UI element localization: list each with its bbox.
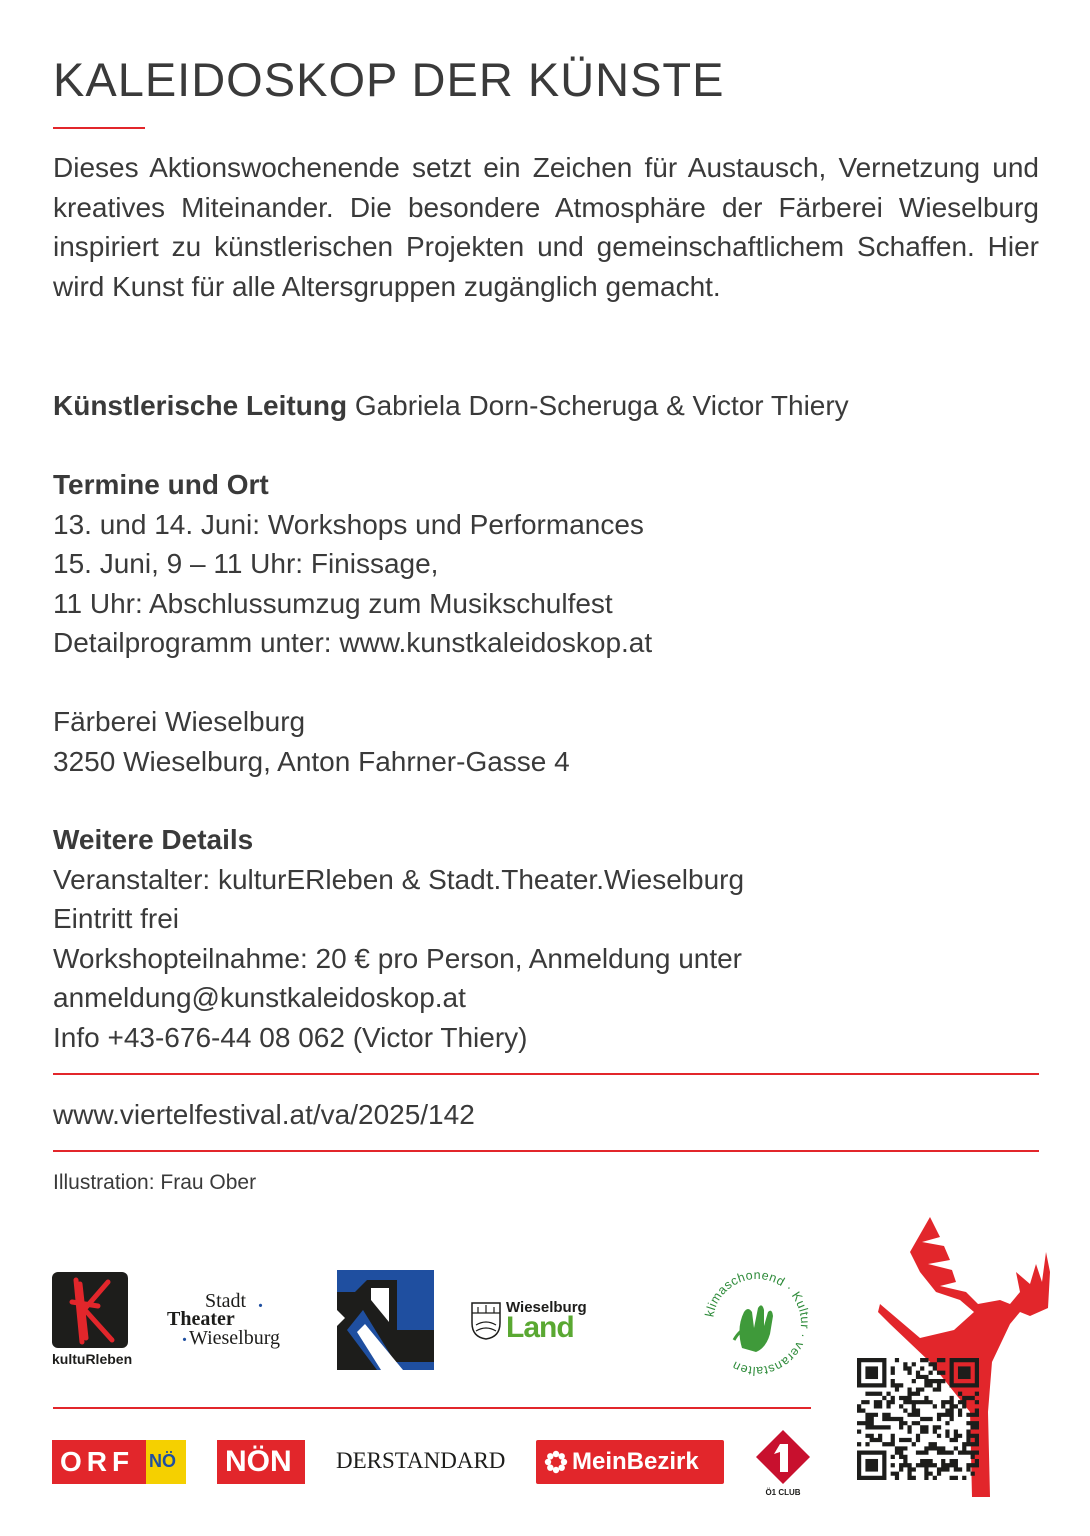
oe1-diamond-icon [754,1428,812,1486]
ort-line: 3250 Wieselburg, Anton Fahrner-Gasse 4 [53,745,570,777]
wieselburg-land-line2: Land [506,1311,574,1344]
klima-label: klimaschonend · Kultur · veranstalten [702,1268,812,1378]
orf-noe-logo [52,1440,186,1484]
bridge-icon [337,1270,434,1370]
termine-heading: Termine und Ort [53,469,269,500]
kulturleben-logo [52,1272,133,1372]
stadttheater-line2: Theater [167,1308,235,1330]
bridge-logo [337,1270,434,1370]
qr-code[interactable] [857,1358,979,1480]
stadttheater-line3: Wieselburg [189,1327,281,1349]
noen-label: NÖN [225,1445,292,1478]
leitung-label: Künstlerische Leitung [53,390,348,421]
klimaschonend-logo [702,1268,812,1378]
termine-section [53,465,1043,663]
details-line: Eintritt frei [53,903,180,934]
leitung-value: Gabriela Dorn-Scheruga & Victor Thiery [354,390,849,421]
k-mark-icon [52,1272,128,1348]
details-section [53,820,1043,1057]
ort-line: Färberei Wieselburg [53,706,306,737]
kulturleben-label: kultuRleben [52,1351,133,1367]
details-line: anmeldung@kunstkaleidoskop.at [53,982,466,1013]
oe1-club-logo [754,1428,812,1498]
wieselburg-land-line1: Wieselburg [506,1299,587,1316]
divider [53,1073,1039,1075]
leitung-section [53,386,1043,426]
festival-link[interactable]: www.viertelfestival.at/va/2025/142 [53,1099,475,1130]
termine-line: Detailprogramm unter: www.kunstkaleidoskop.at [53,627,653,658]
intro-text: Dieses Aktionswochenende setzt ein Zeichen für Austausch, Vernetzung und kreatives Miteinander. Die besondere Atmosphäre der Färberei Wieselburg inspiriert zu künstlerischen Projekten und gemeinschaftlichem Schaffen. Hier wird Kunst für alle Altersgruppen zugänglich gemacht. [53,152,1039,302]
logo-divider [53,1407,811,1409]
termine-line: 13. und 14. Juni: Workshops und Performances [53,508,644,540]
divider [53,1150,1039,1152]
stadttheater-line1: Stadt [205,1290,247,1312]
ort-section [53,702,1043,781]
page-title: KALEIDOSKOP DER KÜNSTE [53,53,725,106]
qr-code-icon[interactable] [857,1358,979,1480]
details-heading: Weitere Details [53,824,254,855]
stadttheater-logo: Stadt . Theater . Wieselburg [167,1290,281,1349]
orf-label: ORF [60,1446,135,1477]
meinbezirk-logo [536,1440,724,1484]
details-line: Info +43-676-44 08 062 (Victor Thiery) [53,1021,528,1053]
illustration-credit: Illustration: Frau Ober [53,1171,257,1194]
noen-logo [217,1440,305,1484]
details-line: Veranstalter: kulturERleben & Stadt.Theater.Wieselburg [53,863,745,895]
derstandard-logo: DERSTANDARD [336,1448,506,1473]
orf-noe-label: NÖ [149,1451,176,1471]
termine-line: 11 Uhr: Abschlussumzug zum Musikschulfest [53,587,613,619]
title-underline [53,127,145,129]
coat-of-arms-icon [470,1301,502,1341]
meinbezirk-flower-icon [544,1450,568,1474]
wieselburg-land-logo [470,1297,595,1343]
oe1-label: Ö1 CLUB [765,1488,801,1497]
termine-line: 15. Juni, 9 – 11 Uhr: Finissage, [53,548,439,579]
meinbezirk-label: MeinBezirk [572,1448,699,1475]
details-line: Workshopteilnahme: 20 € pro Person, Anmeldung unter [53,942,743,974]
klima-hands-icon [702,1268,812,1378]
